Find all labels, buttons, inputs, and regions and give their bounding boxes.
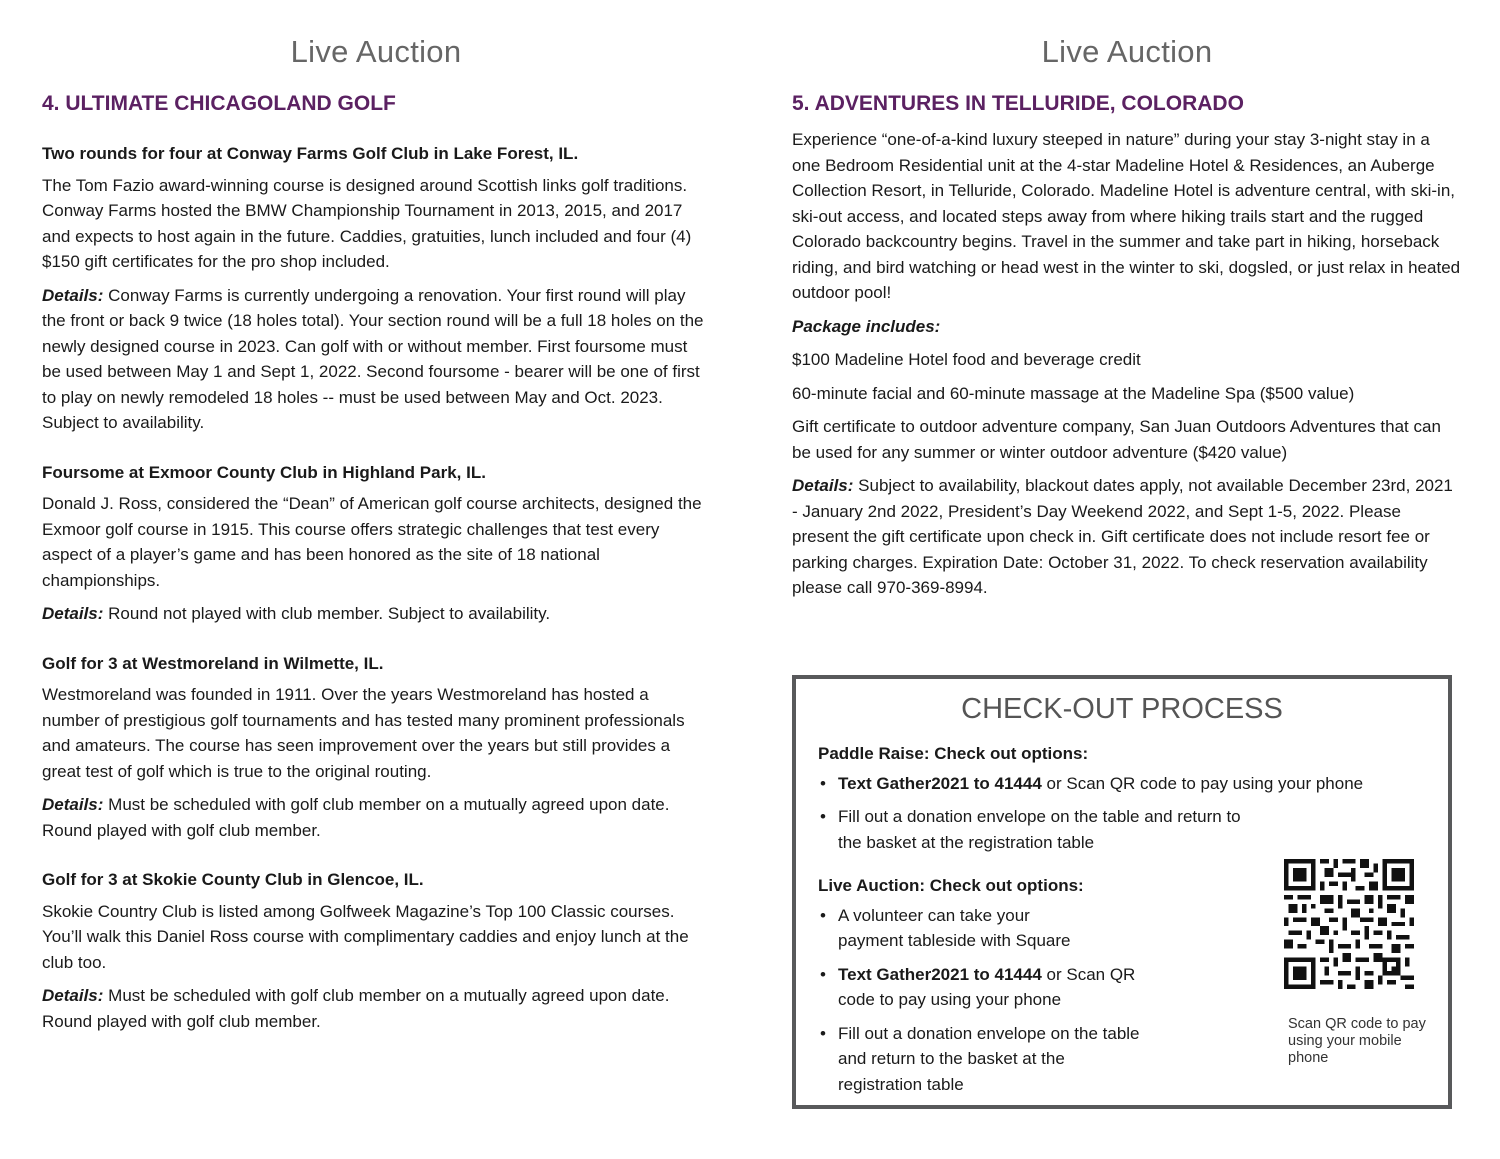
option-bold: Text Gather2021 to 41444: [838, 964, 1042, 984]
details-text: Subject to availability, blackout dates apply, not available December 23rd, 2021 - January 2nd 2022, President’s Day Weekend 2022, and Sept 1-5, 2022. Please present the gift certificate upon check in. Gift certificate does not include resort fee or parking charges. Expiration Date: October 31, 2022. To check reservation availability please call 970-369-8994.: [792, 476, 1453, 597]
paddle-heading: Paddle Raise: Check out options:: [818, 744, 1089, 763]
item-heading: Golf for 3 at Skokie County Club in Glencoe, IL.: [42, 870, 424, 889]
item-details: [42, 983, 710, 1034]
auction-heading: Live Auction: Check out options:: [818, 876, 1084, 895]
details-text: Must be scheduled with golf club member on a mutually agreed upon date. Round played with golf club member.: [42, 986, 670, 1031]
checkout-box: [792, 675, 1452, 1109]
paddle-option: [818, 771, 1438, 797]
item-details: [42, 283, 710, 436]
package-item: Gift certificate to outdoor adventure company, San Juan Outdoors Adventures that can be used for any summer or winter outdoor adventure ($420 value): [792, 417, 1441, 462]
details-text: Round not played with club member. Subject to availability.: [108, 604, 551, 623]
paddle-options: [818, 771, 1438, 856]
details-label: Details:: [42, 795, 104, 814]
auction-option: [818, 1021, 1148, 1098]
auction-option: [818, 903, 1088, 954]
qr-code-icon[interactable]: [1284, 859, 1414, 989]
section-title-telluride: 5. ADVENTURES IN TELLURIDE, COLORADO: [792, 92, 1244, 115]
option-text: A volunteer can take your payment tableside with Square: [838, 905, 1071, 950]
golf-item-skokie: [42, 867, 710, 1034]
golf-item-exmoor: [42, 460, 710, 627]
golf-item-westmoreland: [42, 651, 710, 844]
item-heading: Two rounds for four at Conway Farms Golf Club in Lake Forest, IL.: [42, 144, 579, 163]
item-heading: Foursome at Exmoor County Club in Highland Park, IL.: [42, 462, 486, 482]
paddle-option: [818, 804, 1248, 855]
item-description: Westmoreland was founded in 1911. Over the years Westmoreland has hosted a number of prestigious golf tournaments and has tested many prominent professionals and amateurs. The course has seen improvement over the years but still provides a great test of golf which is true to the original routing.: [42, 685, 685, 781]
section-title-golf: 4. ULTIMATE CHICAGOLAND GOLF: [42, 92, 396, 115]
details-label: Details:: [42, 986, 104, 1005]
package-label: Package includes:: [792, 316, 941, 336]
item-description: Donald J. Ross, considered the “Dean” of American golf course architects, designed the Exmoor golf course in 1915. This course offers strategic challenges that test every aspect of a player’s game and has been honored as the site of 18 national championships.: [42, 494, 702, 590]
item-description: The Tom Fazio award-winning course is designed around Scottish links golf traditions. Conway Farms hosted the BMW Championship Tournament in 2013, 2015, and 2017 and expects to host again in the future. Caddies, gratuities, lunch included and four (4) $150 gift certificates for the pro shop included.: [42, 175, 692, 271]
telluride-details: [792, 473, 1462, 601]
option-text: or Scan QR code to pay using your phone: [1041, 773, 1364, 793]
item-description: Skokie Country Club is listed among Golfweek Magazine’s Top 100 Classic courses. You’ll walk this Daniel Ross course with complimentary caddies and enjoy lunch at the club too.: [42, 901, 689, 972]
telluride-body: [792, 127, 1462, 609]
package-item: $100 Madeline Hotel food and beverage credit: [792, 350, 1141, 369]
golf-items: [42, 141, 710, 1042]
qr-caption: Scan QR code to pay using your mobile phone: [1288, 1016, 1426, 1066]
telluride-intro: Experience “one-of-a-kind luxury steeped in nature” during your stay 3-night stay in a one Bedroom Residential unit at the 4-star Madeline Hotel & Residences, an Auberge Collection Resort, in Telluride, Colorado. Madeline Hotel is adventure central, with ski-in, ski-out access, and located steps away from where hiking trails start and the rugged Colorado backcountry begins. Travel in the summer and take part in hiking, horseback riding, and bird watching or head west in the winter to ski, dogsled, or just relax in heated outdoor pool!: [792, 130, 1461, 302]
left-page-title: Live Auction: [290, 34, 462, 69]
details-text: Must be scheduled with golf club member on a mutually agreed upon date. Round played with golf club member.: [42, 795, 670, 840]
item-heading: Golf for 3 at Westmoreland in Wilmette, IL.: [42, 653, 384, 673]
details-label: Details:: [42, 604, 104, 623]
item-details: [42, 601, 710, 627]
option-text: Fill out a donation envelope on the table and return to the basket at the registration table: [838, 807, 1241, 852]
details-label: Details:: [42, 285, 104, 305]
option-text: or Scan QR code to pay using your phone: [838, 964, 1136, 1009]
option-text: Fill out a donation envelope on the table and return to the basket at the registration table: [838, 1023, 1140, 1094]
checkout-title: CHECK-OUT PROCESS: [961, 693, 1283, 725]
golf-item-conway: [42, 141, 710, 436]
details-label: Details:: [792, 476, 854, 495]
auction-option: [818, 962, 1148, 1013]
item-details: [42, 792, 710, 843]
right-page-title: Live Auction: [1041, 34, 1213, 69]
option-bold: Text Gather2021 to 41444: [838, 773, 1042, 793]
details-text: Conway Farms is currently undergoing a renovation. Your first round will play the front or back 9 twice (18 holes total). Your section round will be a full 18 holes on the newly designed course in 2023. Can golf with or without member. First foursome must be used between May 1 and Sept 1, 2022. Second foursome - bearer will be one of first to play on newly remodeled 18 holes -- must be used between May and Oct. 2023. Subject to availability.: [42, 285, 704, 432]
package-item: 60-minute facial and 60-minute massage at the Madeline Spa ($500 value): [792, 383, 1355, 403]
